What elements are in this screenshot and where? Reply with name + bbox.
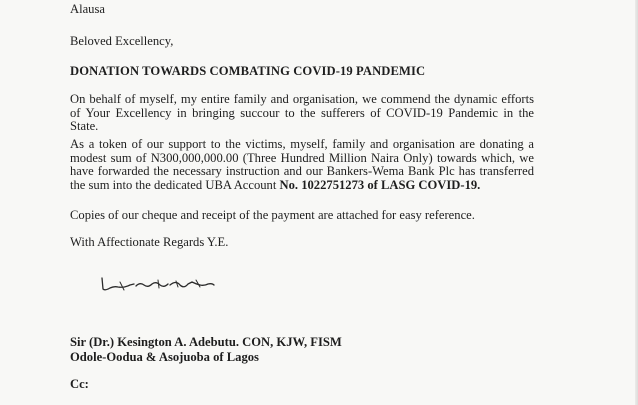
paragraph-donation [70,138,534,192]
paragraph-donation-text: As a token of our support to the victims, myself, family and organisation are donating a modest sum of N300,000,000.00 (Three Hundred Million Naira Only) towards which, we have forwarded the necessary instruction and our Bankers-Wema Bank Plc has transferred the sum into the dedicated UBA Account [70,137,534,192]
salutation: Beloved Excellency, [70,34,174,48]
signatory-name: Sir (Dr.) Kesington A. Adebutu. CON, KJW, FISM [70,335,342,349]
address-tail: Alausa [70,2,105,16]
paragraph-commendation: On behalf of myself, my entire family and organisation, we commend the dynamic efforts of Your Excellency in bringing succour to the sufferers of COVID-19 Pandemic in the State. [70,92,534,134]
letter-subject: DONATION TOWARDS COMBATING COVID-19 PANDEMIC [70,64,426,78]
paragraph-attachments: Copies of our cheque and receipt of the payment are attached for easy reference. [70,208,475,222]
cc-label: Cc: [70,377,89,391]
signatory-title: Odole-Oodua & Asojuoba of Lagos [70,350,259,364]
closing: With Affectionate Regards Y.E. [70,235,229,249]
handwritten-signature [96,272,226,298]
account-number: No. 1022751273 of LASG COVID-19. [279,177,481,192]
